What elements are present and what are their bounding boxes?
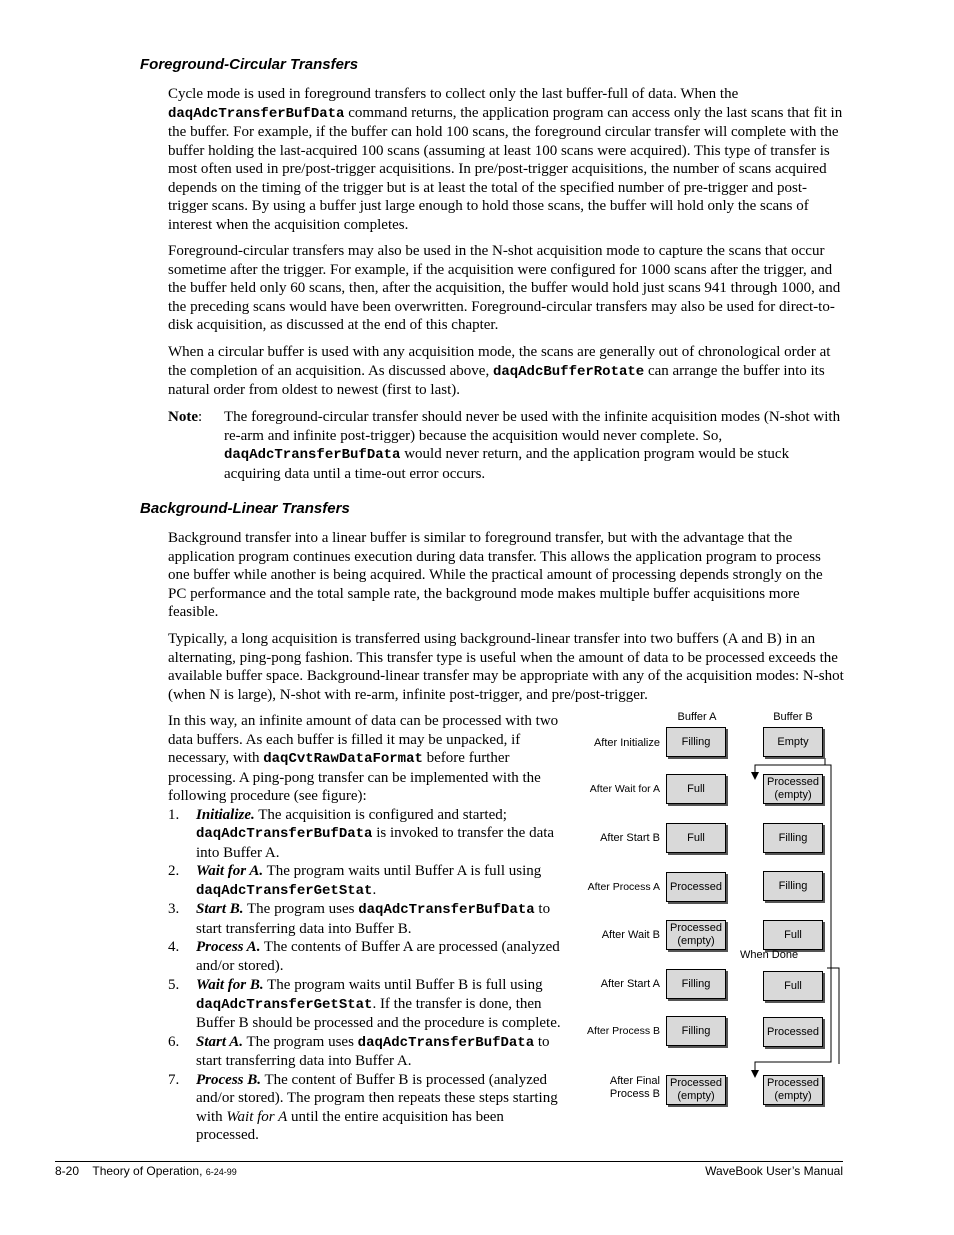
procedure-column bbox=[168, 712, 570, 1145]
row-label: After Final Process B bbox=[609, 1075, 660, 1100]
manual-title: WaveBook User’s Manual bbox=[705, 1164, 843, 1178]
buffer-a-state: Filling bbox=[666, 727, 726, 757]
row-label: After Start A bbox=[600, 978, 660, 990]
buffer-b-state: Full bbox=[763, 920, 823, 950]
paragraph-fc-2: Foreground-circular transfers may also be used in the N-shot acquisition mode to capture the scans that occur sometime after the trigger. For example, if the acquisition were configured for 1000 scans after the trigger, and the buffer held only 60 scans, then, after the acquisition, the buffer would hold just scans 941 through 1000, and the preceding scans would have been overwritten. Foreground-circular transfers may also be used for direct-to-disk acquisition, as discussed at the end of this chapter. bbox=[168, 243, 841, 333]
paragraph-bl-2: Typically, a long acquisition is transferred using background-linear transfer into two buffers (A and B) in an alternating, ping-pong fashion. This transfer type is useful when the amount of data to be processed exceeds the available buffer space. Background-linear transfer may be appropriate with any of the acquisition modes: N-shot (when N is large), N-shot with re-arm, infinite post-trigger, and pre/post-trigger. bbox=[168, 631, 844, 703]
list-item: 2. Wait for A. The program waits until Buffer A is full using daqAdcTransferGetStat. bbox=[168, 863, 542, 899]
list-item: 3. Start B. The program uses daqAdcTransferBufData to start transferring data into Buffer B. bbox=[168, 901, 551, 937]
buffer-a-state: Full bbox=[666, 774, 726, 804]
buffer-a-state: Processed bbox=[666, 872, 726, 902]
paragraph-fc-3: When a circular buffer is used with any acquisition mode, the scans are generally out of chronological order at the completion of an acquisition. As discussed above, daqAdcBufferRotate can arrange the buffer into its natural order from oldest to newest (first to last). bbox=[168, 344, 831, 398]
list-item: 1. Initialize. The acquisition is configured and started; daqAdcTransferBufData is invoked to transfer the data into Buffer A. bbox=[168, 806, 555, 861]
ping-pong-diagram bbox=[575, 708, 845, 1108]
list-item: 7. Process B. The content of Buffer B is processed (analyzed and/or stored). The program then repeats these steps starting with Wait for A until the entire acquisition has been processed. bbox=[168, 1071, 558, 1143]
code-daqAdcTransferBufData: daqAdcTransferBufData bbox=[168, 105, 345, 122]
when-done-label: When Done bbox=[740, 949, 799, 961]
buffer-b-state: Processed (empty) bbox=[763, 774, 823, 804]
revision-date: 6-24-99 bbox=[205, 1167, 237, 1177]
section-heading-background-linear: Background-Linear Transfers bbox=[140, 500, 350, 517]
chapter-title: Theory of Operation, bbox=[92, 1164, 203, 1178]
buffer-b-state: Processed (empty) bbox=[763, 1075, 823, 1105]
code-note: daqAdcTransferBufData bbox=[224, 447, 401, 463]
note-block: Note: The foreground-circular transfer should never be used with the infinite acquisition modes (N-shot with re-arm and infinite post-trigger) because the acquisition would never complete. So, daqAdcTransferBufData would never return, and the application program would be stuck acquiring data until a time-out error occurs. bbox=[168, 408, 844, 483]
page-number: 8-20 bbox=[55, 1164, 80, 1178]
row-label: After Start B bbox=[600, 832, 660, 844]
buffer-a-state: Processed (empty) bbox=[666, 920, 726, 950]
buffer-a-state: Processed (empty) bbox=[666, 1075, 726, 1105]
buffer-b-heading: Buffer B bbox=[773, 711, 813, 723]
footer-left bbox=[55, 1164, 237, 1178]
list-item: 6. Start A. The program uses daqAdcTransferBufData to start transferring data into Buffer A. bbox=[168, 1033, 550, 1069]
list-item: 5. Wait for B. The program waits until Buffer B is full using daqAdcTransferGetStat. If the transfer is done, then Buffer B should be processed and the procedure is complete. bbox=[168, 977, 561, 1031]
buffer-a-state: Filling bbox=[666, 969, 726, 999]
buffer-b-state: Filling bbox=[763, 871, 823, 901]
procedure-steps bbox=[168, 806, 570, 1145]
paragraph-bl-3: In this way, an infinite amount of data can be processed with two data buffers. As each buffer is filled it may be unpacked, if necessary, with daqCvtRawDataFormat before further processing. A ping-pong transfer can be implemented with the following procedure (see figure): bbox=[168, 713, 559, 804]
note-label: Note bbox=[168, 409, 198, 425]
row-label: After Process A bbox=[587, 881, 660, 893]
buffer-a-state: Full bbox=[666, 823, 726, 853]
footer-rule bbox=[55, 1161, 843, 1162]
flow-lines bbox=[575, 708, 845, 1108]
list-item: 4. Process A. The contents of Buffer A are processed (analyzed and/or stored). bbox=[168, 939, 560, 974]
row-label: After Wait for A bbox=[589, 783, 660, 795]
row-label: After Wait B bbox=[601, 929, 660, 941]
buffer-b-state: Processed bbox=[763, 1017, 823, 1047]
buffer-b-state: Full bbox=[763, 971, 823, 1001]
note-body: The foreground-circular transfer should never be used with the infinite acquisition modes (N-shot with re-arm and infinite post-trigger) because the acquisition would never complete. So, daqAdcTransferBufData would never return, and the application program would be stuck acquiring data until a time-out error occurs. bbox=[224, 409, 841, 482]
paragraph-bl-1: Background transfer into a linear buffer is similar to foreground transfer, but with the advantage that the application program continues execution during data transfer. This allows the application program to process one buffer while another is being acquired. While the practical amount of processing depends strongly on the PC performance and the total sample rate, the background mode makes multiple buffer acquisitions more feasible. bbox=[168, 530, 823, 620]
buffer-b-state: Empty bbox=[763, 727, 823, 757]
buffer-a-state: Filling bbox=[666, 1016, 726, 1046]
section-heading-foreground-circular: Foreground-Circular Transfers bbox=[140, 56, 359, 73]
row-label: After Process B bbox=[587, 1025, 660, 1037]
code-daqAdcBufferRotate: daqAdcBufferRotate bbox=[492, 363, 645, 380]
buffer-b-state: Filling bbox=[763, 823, 823, 853]
buffer-a-heading: Buffer A bbox=[677, 711, 717, 723]
row-label: After Initialize bbox=[593, 737, 660, 749]
paragraph-fc-1: Cycle mode is used in foreground transfers to collect only the last buffer-full of data. When the daqAdcTransferBufData command returns, the application program can access only the last scans that fit in the buffer. For example, if the buffer can hold 100 scans, the foreground circular transfer will complete with the buffer holding the last-acquired 100 scans (assuming at least 100 scans were acquired). This type of transfer is most often used in pre/post-trigger acquisitions. In pre/post-trigger acquisitions, the number of scans acquired depends on the timing of the trigger but is at least the total of the specified number of pre-trigger and post-trigger scans. By using a buffer just large enough to hold those scans, the buffer will hold only the scans of interest when the acquisition completes. bbox=[168, 86, 843, 233]
code-daqCvtRawDataFormat: daqCvtRawDataFormat bbox=[263, 751, 423, 767]
